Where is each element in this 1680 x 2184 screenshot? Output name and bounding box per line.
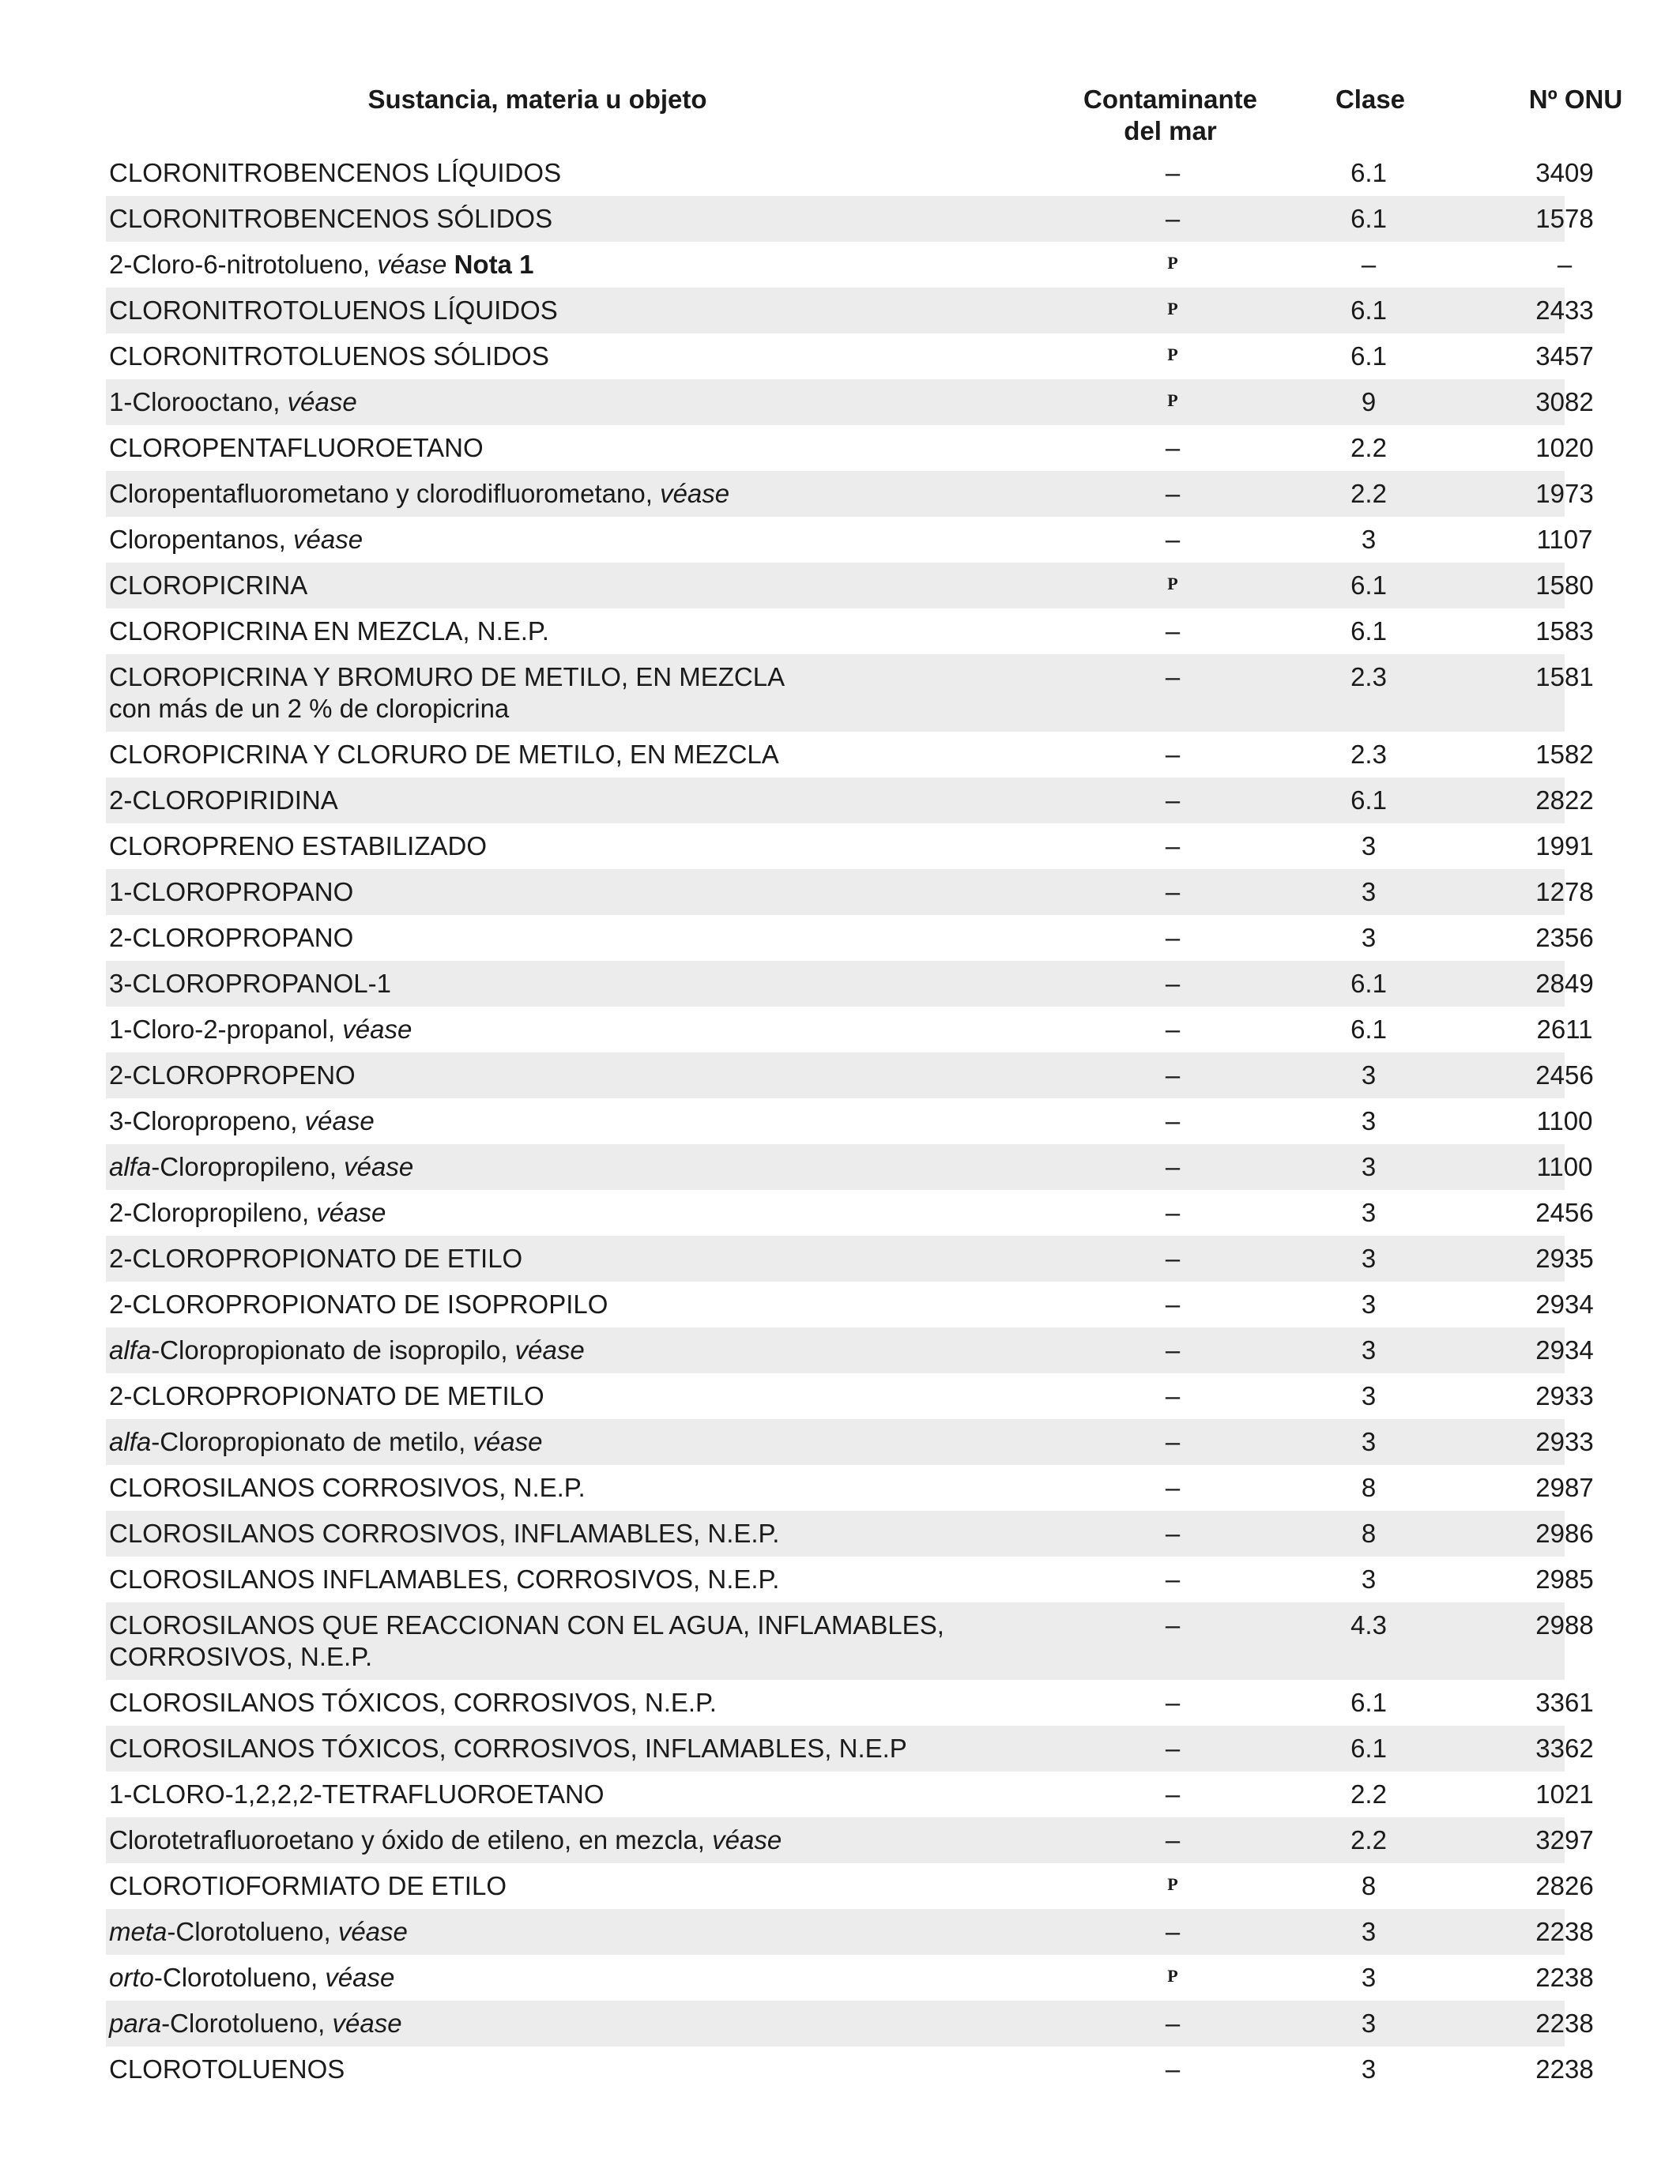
substance-name <box>109 570 978 601</box>
class-cell: 3 <box>1361 2009 1377 2038</box>
class-cell: 3 <box>1361 1427 1377 1456</box>
substance-label: CLOROPICRINA <box>109 570 308 600</box>
marine-pollutant-cell: – <box>1165 433 1181 462</box>
substance-label: Cloropentafluorometano y clorodifluorometano, <box>109 479 653 508</box>
marine-pollutant-cell: – <box>1165 525 1181 554</box>
table-row <box>106 1680 1594 1726</box>
substance-name <box>109 1060 978 1091</box>
table-row <box>106 1236 1594 1282</box>
table-row <box>106 379 1594 425</box>
un-number-cell: 3297 <box>1535 1825 1594 1855</box>
substance-label: -Cloropropionato de metilo, <box>151 1427 466 1456</box>
un-number-cell: 2988 <box>1535 1610 1594 1640</box>
un-number-cell: 2849 <box>1535 969 1594 998</box>
table-header <box>106 76 1623 150</box>
class-cell: 8 <box>1361 1871 1377 1900</box>
class-cell: 4.3 <box>1350 1610 1387 1640</box>
class-cell: 3 <box>1361 1963 1377 1992</box>
un-number-cell: 1991 <box>1535 831 1594 860</box>
table-row <box>106 1602 1594 1680</box>
see-reference: véase <box>370 250 447 279</box>
un-number-cell: 2933 <box>1535 1427 1594 1456</box>
substance-label: CLOROSILANOS CORROSIVOS, INFLAMABLES, N.E.P. <box>109 1519 780 1548</box>
substance-name <box>109 295 978 326</box>
table-row <box>106 196 1594 242</box>
table-row <box>106 333 1594 379</box>
un-number-cell: 1107 <box>1536 525 1593 554</box>
see-reference: véase <box>280 387 357 416</box>
marine-pollutant-cell: P <box>1167 345 1178 364</box>
class-cell: 3 <box>1361 1335 1377 1365</box>
substance-label: CLOROSILANOS CORROSIVOS, N.E.P. <box>109 1473 586 1502</box>
substance-label: Cloropentanos, <box>109 525 286 554</box>
substance-label: CLORONITROBENCENOS SÓLIDOS <box>109 204 553 233</box>
substance-name <box>109 1824 978 1856</box>
substance-label: CLOROTIOFORMIATO DE ETILO <box>109 1871 507 1900</box>
un-number-cell: 2934 <box>1535 1335 1594 1365</box>
substance-name <box>109 2054 978 2085</box>
marine-pollutant-cell: – <box>1165 1688 1181 1717</box>
un-number-cell: 1578 <box>1535 204 1594 233</box>
table-row <box>106 471 1594 517</box>
class-cell: 3 <box>1361 1917 1377 1946</box>
un-number-cell: 2933 <box>1535 1381 1594 1410</box>
class-cell: 6.1 <box>1350 969 1387 998</box>
table-row <box>106 1190 1594 1236</box>
header-un-number: Nº ONU <box>1528 85 1623 114</box>
marine-pollutant-cell: – <box>1165 1290 1181 1319</box>
un-number-cell: 2238 <box>1535 1963 1594 1992</box>
substance-label: CLOROSILANOS TÓXICOS, CORROSIVOS, N.E.P. <box>109 1688 717 1717</box>
substance-name <box>109 1289 978 1320</box>
table-row <box>106 1726 1594 1772</box>
substance-label: CLORONITROTOLUENOS LÍQUIDOS <box>109 296 558 325</box>
substance-name <box>109 341 978 372</box>
marine-pollutant-cell: – <box>1165 1198 1181 1227</box>
header-marine-pollutant: Contaminante del mar <box>1083 85 1257 145</box>
note-reference: Nota 1 <box>446 250 534 279</box>
table-row <box>106 1007 1593 1052</box>
substance-label: -Clorotolueno, <box>161 2009 326 2038</box>
substance-label: 1-Cloro-2-propanol, <box>109 1015 336 1044</box>
substance-name <box>109 661 978 725</box>
un-number-cell: 1020 <box>1535 433 1594 462</box>
substance-name <box>109 157 978 189</box>
table-row <box>106 1419 1594 1465</box>
isomer-prefix: meta <box>109 1917 168 1946</box>
un-number-cell: 2456 <box>1535 1060 1594 1090</box>
class-cell: 6.1 <box>1350 158 1387 187</box>
marine-pollutant-cell: – <box>1165 1152 1181 1181</box>
substance-label: 3-CLOROPROPANOL-1 <box>109 969 391 998</box>
marine-pollutant-cell: – <box>1165 1565 1181 1594</box>
table-row <box>106 242 1573 288</box>
substance-label: CLOROSILANOS TÓXICOS, CORROSIVOS, INFLAMABLES, N.E.P <box>109 1734 907 1763</box>
marine-pollutant-cell: – <box>1165 831 1181 860</box>
table-row <box>106 915 1594 961</box>
class-cell: 2.2 <box>1350 1779 1387 1809</box>
un-number-cell: 2238 <box>1535 1917 1594 1946</box>
substance-name <box>109 968 978 1000</box>
isomer-prefix: para <box>109 2009 162 2038</box>
class-cell: 6.1 <box>1350 296 1387 325</box>
isomer-prefix: alfa <box>109 1427 152 1456</box>
table-row <box>106 1144 1593 1190</box>
un-number-cell: 2986 <box>1535 1519 1594 1548</box>
un-number-cell: 1278 <box>1535 877 1594 906</box>
marine-pollutant-cell: – <box>1165 479 1181 508</box>
un-number-cell: 2935 <box>1535 1244 1594 1273</box>
table-row <box>106 1373 1594 1419</box>
marine-pollutant-cell: P <box>1167 299 1178 318</box>
un-number-cell: 2238 <box>1535 2054 1594 2084</box>
class-cell: 2.3 <box>1350 740 1387 769</box>
table-row <box>106 288 1594 333</box>
see-reference: véase <box>325 2009 402 2038</box>
substance-name <box>109 1962 978 1994</box>
class-cell: 6.1 <box>1350 204 1387 233</box>
substance-label: 2-CLOROPROPIONATO DE ISOPROPILO <box>109 1290 608 1319</box>
un-number-cell: 3361 <box>1535 1688 1594 1717</box>
class-cell: 6.1 <box>1350 341 1387 371</box>
class-cell: 3 <box>1361 1244 1377 1273</box>
marine-pollutant-cell: – <box>1165 1779 1181 1809</box>
substance-label: 2-CLOROPROPENO <box>109 1060 356 1090</box>
substance-name <box>109 1014 978 1045</box>
un-number-cell: 2934 <box>1535 1290 1594 1319</box>
table-row <box>106 732 1594 778</box>
substance-name <box>109 1870 978 1902</box>
class-cell: 3 <box>1361 877 1377 906</box>
marine-pollutant-cell: – <box>1165 2054 1181 2084</box>
marine-pollutant-cell: – <box>1165 1015 1181 1044</box>
un-number-cell: 2987 <box>1535 1473 1594 1502</box>
un-number-cell: 3457 <box>1535 341 1594 371</box>
substance-name <box>109 785 978 816</box>
table-row <box>106 1511 1594 1557</box>
substance-label: CLOROPICRINA Y CLORURO DE METILO, EN MEZCLA <box>109 740 779 769</box>
un-number-cell: 1583 <box>1535 616 1594 646</box>
class-cell: 6.1 <box>1350 1015 1387 1044</box>
marine-pollutant-cell: – <box>1165 2009 1181 2038</box>
un-number-cell: 1100 <box>1536 1106 1593 1135</box>
substance-name <box>109 1472 978 1504</box>
substance-name <box>109 386 978 418</box>
substance-label: -Clorotolueno, <box>167 1917 331 1946</box>
marine-pollutant-cell: P <box>1167 574 1178 593</box>
table-row <box>106 1465 1594 1511</box>
class-cell: 3 <box>1361 1152 1377 1181</box>
substance-label: 1-CLORO-1,2,2,2-TETRAFLUOROETANO <box>109 1779 605 1809</box>
substance-name <box>109 2008 978 2039</box>
table-row <box>106 2047 1594 2092</box>
table-row <box>106 654 1594 732</box>
substance-name <box>109 478 978 510</box>
substance-label: 2-Cloro-6-nitrotolueno, <box>109 250 371 279</box>
substance-name <box>109 1426 978 1458</box>
substance-label: 2-CLOROPROPIONATO DE METILO <box>109 1381 544 1410</box>
marine-pollutant-cell: – <box>1165 1060 1181 1090</box>
substance-label: 2-Cloropropileno, <box>109 1198 310 1227</box>
un-number-cell: 1580 <box>1535 570 1594 600</box>
un-number-cell: 2611 <box>1536 1015 1593 1044</box>
class-cell: 2.2 <box>1350 479 1387 508</box>
marine-pollutant-cell: – <box>1165 1917 1181 1946</box>
class-cell: 8 <box>1361 1519 1377 1548</box>
un-number-cell: 2433 <box>1535 296 1594 325</box>
un-number-cell: 1100 <box>1536 1152 1593 1181</box>
marine-pollutant-cell: – <box>1165 1519 1181 1548</box>
substance-label: CLORONITROBENCENOS LÍQUIDOS <box>109 158 562 187</box>
un-number-cell: 2456 <box>1535 1198 1594 1227</box>
marine-pollutant-cell: – <box>1165 1335 1181 1365</box>
table-row <box>106 823 1594 869</box>
substance-name <box>109 1779 978 1810</box>
substance-label: 1-CLOROPROPANO <box>109 877 354 906</box>
substance-label: -Cloropropionato de isopropilo, <box>151 1335 508 1365</box>
marine-pollutant-cell: P <box>1167 1966 1178 1986</box>
un-number-cell: 1021 <box>1535 1779 1594 1809</box>
class-cell: 3 <box>1361 1198 1377 1227</box>
substance-name <box>109 1518 978 1550</box>
see-reference: véase <box>335 1015 412 1044</box>
class-cell: 3 <box>1361 923 1377 952</box>
class-cell: 3 <box>1361 1290 1377 1319</box>
see-reference: véase <box>652 479 730 508</box>
substance-label: CLORONITROTOLUENOS SÓLIDOS <box>109 341 549 371</box>
marine-pollutant-cell: – <box>1165 969 1181 998</box>
un-number-cell: 3362 <box>1535 1734 1594 1763</box>
class-cell: 6.1 <box>1350 1688 1387 1717</box>
see-reference: véase <box>297 1106 375 1135</box>
marine-pollutant-cell: – <box>1165 1427 1181 1456</box>
substance-name <box>109 203 978 235</box>
marine-pollutant-cell: – <box>1165 1825 1181 1855</box>
marine-pollutant-cell: – <box>1165 616 1181 646</box>
table-body <box>106 150 1594 2092</box>
substance-name <box>109 876 978 908</box>
table-row <box>106 869 1594 915</box>
substance-label: 2-CLOROPROPIONATO DE ETILO <box>109 1244 523 1273</box>
substance-name <box>109 739 978 770</box>
marine-pollutant-cell: – <box>1165 1734 1181 1763</box>
table-row <box>106 150 1594 196</box>
marine-pollutant-cell: – <box>1165 1244 1181 1273</box>
substance-name <box>109 1380 978 1412</box>
substance-label: -Clorotolueno, <box>153 1963 318 1992</box>
substance-label: CLOROTOLUENOS <box>109 2054 345 2084</box>
table-row <box>106 1909 1594 1955</box>
class-cell: 6.1 <box>1350 1734 1387 1763</box>
table-row <box>106 1772 1594 1817</box>
substance-name <box>109 1243 978 1275</box>
table-row <box>106 1863 1594 1909</box>
class-cell: 6.1 <box>1350 570 1387 600</box>
table-row <box>106 608 1594 654</box>
substance-label: 2-CLOROPIRIDINA <box>109 785 338 815</box>
marine-pollutant-cell: – <box>1165 1381 1181 1410</box>
marine-pollutant-cell: P <box>1167 1874 1178 1894</box>
marine-pollutant-cell: – <box>1165 923 1181 952</box>
see-reference: véase <box>285 525 363 554</box>
see-reference: véase <box>309 1198 386 1227</box>
isomer-prefix: alfa <box>109 1152 152 1181</box>
marine-pollutant-cell: – <box>1165 204 1181 233</box>
substance-name <box>109 1151 978 1183</box>
table-row <box>106 517 1593 563</box>
un-number-cell: 1973 <box>1535 479 1594 508</box>
table-row <box>106 1052 1594 1098</box>
substance-name <box>109 1733 978 1764</box>
un-number-cell: – <box>1557 250 1573 279</box>
un-number-cell: 2826 <box>1535 1871 1594 1900</box>
substance-name <box>109 1335 978 1366</box>
isomer-prefix: alfa <box>109 1335 152 1365</box>
marine-pollutant-cell: P <box>1167 253 1178 273</box>
un-number-cell: 1581 <box>1535 662 1594 691</box>
see-reference: véase <box>704 1825 782 1855</box>
table-row <box>106 778 1594 823</box>
substance-name <box>109 1610 978 1673</box>
class-cell: 2.3 <box>1350 662 1387 691</box>
un-number-cell: 2238 <box>1535 2009 1594 2038</box>
class-cell: 3 <box>1361 1106 1377 1135</box>
class-cell: 3 <box>1361 1565 1377 1594</box>
table-row <box>106 1955 1594 2001</box>
substance-label: CLOROPRENO ESTABILIZADO <box>109 831 487 860</box>
substance-name <box>109 249 978 281</box>
class-cell: 6.1 <box>1350 785 1387 815</box>
substance-label: 2-CLOROPROPANO <box>109 923 354 952</box>
class-cell: 2.2 <box>1350 1825 1387 1855</box>
header-class: Clase <box>1335 85 1406 114</box>
substance-label: CLOROSILANOS INFLAMABLES, CORROSIVOS, N.E.P. <box>109 1565 780 1594</box>
class-cell: 6.1 <box>1350 616 1387 646</box>
see-reference: véase <box>330 1917 408 1946</box>
substance-label: CLOROPENTAFLUOROETANO <box>109 433 484 462</box>
marine-pollutant-cell: – <box>1165 662 1181 691</box>
marine-pollutant-cell: – <box>1165 785 1181 815</box>
table-row <box>106 1557 1594 1602</box>
table-row <box>106 961 1594 1007</box>
substance-name <box>109 616 978 647</box>
substance-label: 1-Clorooctano, <box>109 387 281 416</box>
substance-name <box>109 1564 978 1595</box>
class-cell: 9 <box>1361 387 1377 416</box>
marine-pollutant-cell: – <box>1165 158 1181 187</box>
see-reference: véase <box>318 1963 395 1992</box>
substance-label: CLOROSILANOS QUE REACCIONAN CON EL AGUA, INFLAMABLES, CORROSIVOS, N.E.P. <box>109 1610 944 1671</box>
class-cell: – <box>1361 250 1377 279</box>
class-cell: 3 <box>1361 2054 1377 2084</box>
substance-label: 3-Cloropropeno, <box>109 1106 298 1135</box>
class-cell: 2.2 <box>1350 433 1387 462</box>
substance-name <box>109 1687 978 1719</box>
table-row <box>106 1327 1594 1373</box>
class-cell: 3 <box>1361 1060 1377 1090</box>
un-number-cell: 3082 <box>1535 387 1594 416</box>
header-substance: Sustancia, materia u objeto <box>367 85 707 114</box>
un-number-cell: 2985 <box>1535 1565 1594 1594</box>
substance-name <box>109 830 978 862</box>
marine-pollutant-cell: – <box>1165 1610 1181 1640</box>
class-cell: 3 <box>1361 831 1377 860</box>
class-cell: 3 <box>1361 1381 1377 1410</box>
table-row <box>106 1282 1594 1327</box>
substance-label: Clorotetrafluoroetano y óxido de etileno, en mezcla, <box>109 1825 705 1855</box>
substance-name <box>109 1105 978 1137</box>
see-reference: véase <box>337 1152 414 1181</box>
class-cell: 3 <box>1361 525 1377 554</box>
see-reference: véase <box>507 1335 585 1365</box>
un-number-cell: 3409 <box>1535 158 1594 187</box>
table-row <box>106 1817 1594 1863</box>
substance-name <box>109 922 978 954</box>
see-reference: véase <box>465 1427 543 1456</box>
marine-pollutant-cell: – <box>1165 877 1181 906</box>
table-row <box>106 425 1594 471</box>
table-row <box>106 1098 1593 1144</box>
marine-pollutant-cell: P <box>1167 390 1178 410</box>
substance-label: CLOROPICRINA EN MEZCLA, N.E.P. <box>109 616 549 646</box>
marine-pollutant-cell: – <box>1165 740 1181 769</box>
substance-name <box>109 432 978 464</box>
un-number-cell: 2356 <box>1535 923 1594 952</box>
substance-label: -Cloropropileno, <box>151 1152 337 1181</box>
substance-label: CLOROPICRINA Y BROMURO DE METILO, EN MEZCLA con más de un 2 % de cloropicrina <box>109 662 785 723</box>
un-number-cell: 1582 <box>1535 740 1594 769</box>
substance-name <box>109 1197 978 1229</box>
table-row <box>106 563 1594 608</box>
marine-pollutant-cell: – <box>1165 1473 1181 1502</box>
table-row <box>106 2001 1594 2047</box>
isomer-prefix: orto <box>109 1963 154 1992</box>
class-cell: 8 <box>1361 1473 1377 1502</box>
substance-table <box>106 76 1623 2092</box>
marine-pollutant-cell: – <box>1165 1106 1181 1135</box>
un-number-cell: 2822 <box>1535 785 1594 815</box>
substance-name <box>109 524 978 555</box>
substance-name <box>109 1916 978 1948</box>
